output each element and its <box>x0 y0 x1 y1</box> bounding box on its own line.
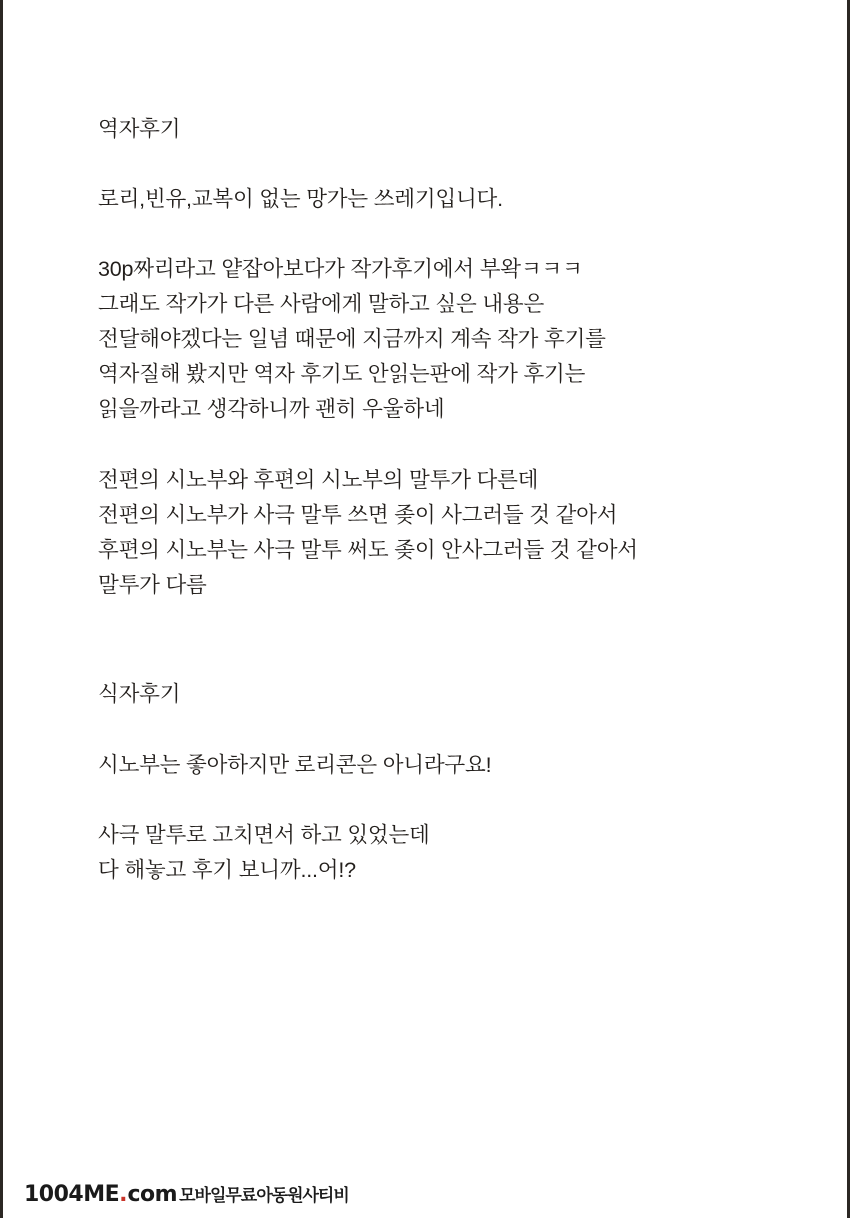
spacer <box>98 783 758 818</box>
text-line: 말투가 다름 <box>98 573 207 597</box>
text-line: 시노부는 좋아하지만 로리콘은 아니라구요! <box>98 753 492 777</box>
text-line: 사극 말투로 고치면서 하고 있었는데 <box>98 823 430 847</box>
spacer <box>98 217 758 252</box>
section-heading-translator: 역자후기 <box>98 117 181 141</box>
spacer <box>98 712 758 748</box>
watermark-footer <box>6 1172 844 1218</box>
text-line: 그래도 작가가 다른 사람에게 말하고 싶은 내용은 <box>98 292 545 316</box>
section-heading-typesetter: 식자후기 <box>98 682 181 706</box>
text-line: 후편의 시노부는 사극 말투 써도 좆이 안사그러들 것 같아서 <box>98 538 638 562</box>
text-line: 전편의 시노부가 사극 말투 쓰면 좆이 사그러들 것 같아서 <box>98 503 618 527</box>
text-line: 로리,빈유,교복이 없는 망가는 쓰레기입니다. <box>98 187 503 211</box>
paragraph-4 <box>98 748 758 783</box>
document-content <box>98 112 758 888</box>
watermark-brand: 1004ME <box>24 1182 120 1207</box>
watermark <box>6 1184 349 1206</box>
section-translator-note <box>98 112 758 603</box>
paragraph-2 <box>98 252 758 427</box>
text-line: 역자질해 봤지만 역자 후기도 안읽는판에 작가 후기는 <box>98 362 586 386</box>
text-line: 전달해야겠다는 일념 때문에 지금까지 계속 작가 후기를 <box>98 327 606 351</box>
watermark-dot: . <box>119 1182 128 1207</box>
text-line: 전편의 시노부와 후편의 시노부의 말투가 다른데 <box>98 468 539 492</box>
spacer <box>98 603 758 677</box>
text-line: 다 해놓고 후기 보니까...어!? <box>98 858 356 882</box>
paragraph-5 <box>98 818 758 888</box>
watermark-tagline: 모바일무료아동원사티비 <box>179 1186 349 1205</box>
spacer <box>98 427 758 463</box>
paragraph-3 <box>98 463 758 603</box>
section-typesetter-note <box>98 677 758 888</box>
watermark-tld: com <box>127 1182 178 1207</box>
text-line: 읽을까라고 생각하니까 괜히 우울하네 <box>98 397 445 421</box>
text-line: 30p짜리라고 얕잡아보다가 작가후기에서 부왁ㅋㅋㅋ <box>98 257 583 281</box>
spacer <box>98 147 758 182</box>
paragraph-1 <box>98 182 758 217</box>
